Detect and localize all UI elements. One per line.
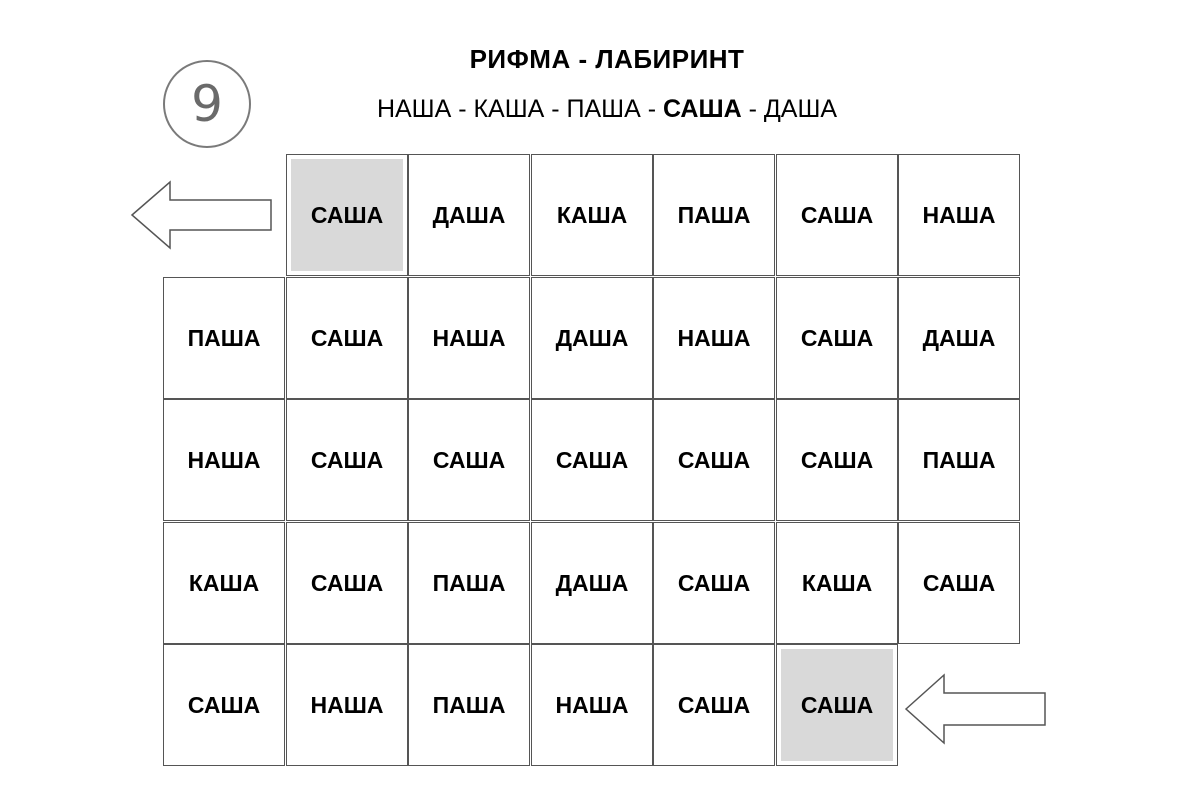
maze-cell-word: НАША (555, 691, 629, 718)
maze-cell[interactable] (531, 522, 653, 644)
maze-cell[interactable] (898, 399, 1020, 521)
maze-cell[interactable] (286, 644, 408, 766)
maze-cell[interactable] (776, 399, 898, 521)
maze-cell[interactable] (898, 522, 1020, 644)
maze-cell[interactable] (286, 399, 408, 521)
maze-cell[interactable] (408, 399, 530, 521)
maze-cell-word: САША (555, 446, 629, 473)
rhyme-sequence (300, 95, 914, 124)
sequence-highlight: САША (662, 95, 742, 123)
maze-cell-word: САША (187, 691, 261, 718)
maze-cell-word: САША (800, 201, 874, 228)
page-title: РИФМА - ЛАБИРИНТ (469, 44, 745, 74)
maze-cell-word: САША (922, 569, 996, 596)
maze-cell-word: НАША (922, 201, 996, 228)
maze-cell-word: КАША (556, 201, 628, 228)
maze-cell-word: ПАША (432, 691, 506, 718)
maze-cell[interactable] (163, 644, 285, 766)
maze-cell-word: ДАША (432, 201, 506, 228)
badge-number: 9 (191, 75, 223, 133)
maze-cell-word: НАША (310, 691, 384, 718)
maze-cell[interactable] (408, 522, 530, 644)
maze-cell-word: САША (800, 324, 874, 351)
maze-cell[interactable] (531, 644, 653, 766)
maze-cell[interactable] (776, 644, 898, 766)
maze-cell[interactable] (653, 277, 775, 399)
maze-grid (163, 154, 1021, 768)
maze-cell[interactable] (286, 277, 408, 399)
maze-cell[interactable] (898, 277, 1020, 399)
maze-cell-word: САША (677, 691, 751, 718)
sequence-part-1: НАША - КАША - ПАША - (376, 95, 663, 123)
maze-cell-word: ПАША (432, 569, 506, 596)
maze-cell-word: САША (310, 446, 384, 473)
maze-cell-word: САША (291, 159, 403, 271)
maze-cell-word: КАША (801, 569, 873, 596)
maze-cell-word: НАША (677, 324, 751, 351)
maze-cell-word: ПАША (922, 446, 996, 473)
maze-cell-word: КАША (188, 569, 260, 596)
maze-cell-word: САША (310, 569, 384, 596)
maze-cell-word: ПАША (677, 201, 751, 228)
maze-cell[interactable] (776, 522, 898, 644)
maze-cell[interactable] (531, 277, 653, 399)
maze-cell[interactable] (286, 522, 408, 644)
maze-cell[interactable] (163, 522, 285, 644)
maze-cell[interactable] (531, 154, 653, 276)
maze-cell-word: САША (800, 446, 874, 473)
maze-cell-word: НАША (187, 446, 261, 473)
maze-cell[interactable] (163, 399, 285, 521)
maze-cell-word: САША (781, 649, 893, 761)
maze-cell-word: ДАША (555, 324, 629, 351)
maze-cell[interactable] (408, 277, 530, 399)
maze-cell[interactable] (408, 644, 530, 766)
maze-cell-word: ПАША (187, 324, 261, 351)
maze-cell-word: НАША (432, 324, 506, 351)
maze-cell[interactable] (286, 154, 408, 276)
maze-cell[interactable] (653, 154, 775, 276)
maze-cell[interactable] (531, 399, 653, 521)
maze-cell[interactable] (653, 399, 775, 521)
maze-cell[interactable] (653, 522, 775, 644)
maze-cell[interactable] (776, 277, 898, 399)
maze-cell-word: САША (310, 324, 384, 351)
maze-cell-word: САША (677, 446, 751, 473)
maze-cell[interactable] (408, 154, 530, 276)
maze-cell[interactable] (776, 154, 898, 276)
sequence-part-2: - ДАША (741, 95, 838, 123)
maze-cell-word: САША (677, 569, 751, 596)
maze-cell[interactable] (653, 644, 775, 766)
number-badge (163, 60, 251, 148)
maze-cell-word: ДАША (555, 569, 629, 596)
maze-cell-word: САША (432, 446, 506, 473)
maze-cell[interactable] (898, 154, 1020, 276)
maze-cell[interactable] (163, 277, 285, 399)
maze-cell-word: ДАША (922, 324, 996, 351)
